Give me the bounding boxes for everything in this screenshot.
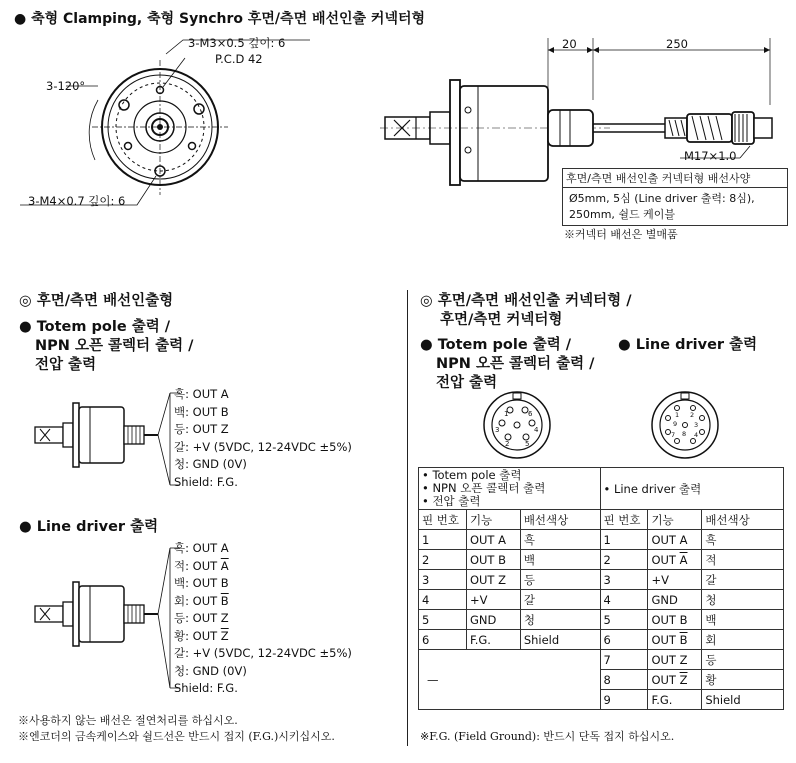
wire-signal: OUT B <box>192 576 229 590</box>
col-function: 기능 <box>466 510 520 530</box>
wire-item <box>174 610 352 628</box>
wire-item <box>174 663 352 681</box>
svg-text:2: 2 <box>690 411 695 419</box>
wire-item <box>174 593 352 611</box>
wire-item <box>174 421 352 439</box>
front-hole1-label: 3-M3×0.5 깊이: 6 <box>188 36 286 50</box>
table-cell: 청 <box>520 610 600 630</box>
table-cell: F.G. <box>648 690 702 710</box>
table-cell: Shield <box>702 690 784 710</box>
table-cell: OUT A <box>466 530 520 550</box>
wire-item <box>174 575 352 593</box>
wire-color-label: 흑: <box>174 541 193 555</box>
wire-signal: Shield: F.G. <box>174 474 238 489</box>
table-row <box>419 630 784 650</box>
table-cell: 6 <box>600 630 648 650</box>
column-divider <box>407 290 408 746</box>
col-pin-number: 핀 번호 <box>600 510 648 530</box>
left-note-1: ※사용하지 않는 배선은 절연처리를 하십시오. <box>18 714 238 727</box>
left-sub2-title: ● Line driver 출력 <box>19 519 159 535</box>
table-cell: 8 <box>600 670 648 690</box>
wire-list-totem <box>174 386 352 491</box>
svg-text:4: 4 <box>534 426 539 434</box>
table-empty-cell: — <box>419 650 601 710</box>
wire-signal: GND (0V) <box>192 457 247 471</box>
table-cell: 등 <box>520 570 600 590</box>
wire-color-label: 백: <box>174 404 193 419</box>
table-cell: 2 <box>600 550 648 570</box>
cable-spec-line1: Ø5mm, 5심 (Line driver 출력: 8심), <box>569 192 755 205</box>
wire-color-label: 백: <box>174 576 193 590</box>
wire-signal: OUT Z <box>192 611 229 625</box>
wire-item <box>174 404 352 422</box>
table-row <box>419 650 784 670</box>
table-cell: 백 <box>520 550 600 570</box>
wire-item <box>174 456 352 474</box>
cable-spec-line2: 250mm, 쉴드 케이블 <box>569 208 676 221</box>
connector-pinout-6pin <box>482 390 552 460</box>
wire-color-label: 등: <box>174 422 193 436</box>
side-connector-thread-label: M17×1.0 <box>684 149 737 163</box>
wire-list-line-driver <box>174 540 352 698</box>
svg-text:2: 2 <box>505 440 510 448</box>
top-section-title: ● 축형 Clamping, 축형 Synchro 후면/측면 배선인출 커넥터형 <box>14 11 426 27</box>
table-row <box>419 530 784 550</box>
table-cell: 청 <box>702 590 784 610</box>
side-dim-250: 250 <box>666 37 688 51</box>
wire-color-label: 청: <box>174 457 193 471</box>
encoder-wire-drawing-1 <box>30 385 190 495</box>
wire-item <box>174 540 352 558</box>
wire-item <box>174 645 352 663</box>
table-cell: GND <box>466 610 520 630</box>
table-cell: 1 <box>419 530 467 550</box>
col-wire-color: 배선색상 <box>702 510 784 530</box>
wire-signal: OUT <box>192 558 221 573</box>
right-note: ※F.G. (Field Ground): 반드시 단독 접지 하십시오. <box>420 730 675 743</box>
table-cell: 등 <box>702 650 784 670</box>
table-cell: 1 <box>600 530 648 550</box>
table-cell: 갈 <box>520 590 600 610</box>
wire-signal: GND (0V) <box>192 663 247 678</box>
table-cell: OUT B <box>466 550 520 570</box>
table-cell: OUT $\overline{Z}$ <box>648 670 702 690</box>
wire-signal: +V (5VDC, 12-24VDC ±5%) <box>192 646 352 660</box>
wire-signal: OUT A <box>192 541 229 555</box>
encoder-wire-drawing-2 <box>30 540 190 700</box>
table-cell: 6 <box>419 630 467 650</box>
svg-text:4: 4 <box>694 431 699 439</box>
table-row <box>419 550 784 570</box>
col-wire-color: 배선색상 <box>520 510 600 530</box>
table-cell: 2 <box>419 550 467 570</box>
front-angle-label: 3-120° <box>46 79 86 93</box>
table-cell: 회 <box>702 630 784 650</box>
front-hole2-label: 3-M4×0.7 깊이: 6 <box>28 194 126 208</box>
svg-text:7: 7 <box>671 431 676 439</box>
table-cell: 흑 <box>520 530 600 550</box>
right-section-title: ◎ 후면/측면 배선인출 커넥터형 / 후면/측면 커넥터형 <box>420 293 632 328</box>
table-cell: 3 <box>600 570 648 590</box>
svg-text:3: 3 <box>495 426 500 434</box>
right-sub2-title: ● Line driver 출력 <box>618 337 758 353</box>
table-row <box>419 570 784 590</box>
connector-sold-separately-note: ※커넥터 배선은 별매품 <box>564 228 678 241</box>
wire-color-label: 흑: <box>174 387 193 401</box>
wire-signal-inverted: $\overline{B}$ <box>220 593 229 608</box>
table-row <box>419 610 784 630</box>
right-sub1-title: ● Totem pole 출력 / NPN 오픈 콜렉터 출력 / 전압 출력 <box>420 337 595 391</box>
wire-signal: Shield: F.G. <box>174 681 238 695</box>
svg-text:8: 8 <box>682 430 687 438</box>
left-note-2: ※엔코더의 금속케이스와 쉴드선은 반드시 접지 (F.G.)시키십시오. <box>18 730 335 743</box>
connector-pinout-9pin <box>650 390 720 460</box>
left-section-title: ◎ 후면/측면 배선인출형 <box>19 293 174 309</box>
table-cell: OUT Z <box>648 650 702 670</box>
table-cell: +V <box>648 570 702 590</box>
table-cell: 흑 <box>702 530 784 550</box>
table-cell: 4 <box>600 590 648 610</box>
front-pcd-label: P.C.D 42 <box>215 52 263 66</box>
table-cell: 5 <box>600 610 648 630</box>
wire-item <box>174 386 352 404</box>
table-cell: GND <box>648 590 702 610</box>
table-cell: 9 <box>600 690 648 710</box>
wire-color-label: 갈: <box>174 646 193 660</box>
svg-text:1: 1 <box>504 410 509 418</box>
table-cell: OUT Z <box>466 570 520 590</box>
svg-text:1: 1 <box>675 411 680 419</box>
table-cell: 5 <box>419 610 467 630</box>
connector-pin-table <box>418 467 784 710</box>
wire-item <box>174 628 352 646</box>
wire-signal-inverted: $\overline{A}$ <box>220 558 229 573</box>
wire-item <box>174 558 352 576</box>
svg-text:6: 6 <box>528 410 533 418</box>
table-cell: 황 <box>702 670 784 690</box>
table-cell: 백 <box>702 610 784 630</box>
wire-signal: OUT <box>192 628 221 643</box>
table-right-header: • Line driver 출력 <box>600 468 784 510</box>
wire-signal: OUT A <box>192 387 229 401</box>
svg-text:9: 9 <box>673 420 678 428</box>
wire-signal-inverted: $\overline{Z}$ <box>220 628 229 643</box>
table-cell: OUT $\overline{B}$ <box>648 630 702 650</box>
wire-color-label: 갈: <box>174 439 193 454</box>
table-cell: OUT $\overline{A}$ <box>648 550 702 570</box>
cable-spec-box <box>562 168 788 226</box>
table-left-header: • Totem pole 출력 • NPN 오픈 콜렉터 출력 • 전압 출력 <box>419 468 601 510</box>
cable-spec-title: 후면/측면 배선인출 커넥터형 배선사양 <box>563 169 787 188</box>
col-function: 기능 <box>648 510 702 530</box>
wire-signal: OUT B <box>192 404 229 419</box>
table-cell: 3 <box>419 570 467 590</box>
wire-color-label: 회: <box>174 593 193 608</box>
table-cell: 적 <box>702 550 784 570</box>
wire-color-label: 황: <box>174 628 193 643</box>
wire-signal: +V (5VDC, 12-24VDC ±5%) <box>192 439 352 454</box>
col-pin-number: 핀 번호 <box>419 510 467 530</box>
wire-color-label: 적: <box>174 558 193 573</box>
svg-text:5: 5 <box>525 440 530 448</box>
table-cell: 갈 <box>702 570 784 590</box>
left-sub1-title: ● Totem pole 출력 / NPN 오픈 콜렉터 출력 / 전압 출력 <box>19 319 194 373</box>
wire-item <box>174 439 352 457</box>
wire-signal: OUT Z <box>192 422 229 436</box>
wire-color-label: 청: <box>174 663 193 678</box>
table-cell: OUT B <box>648 610 702 630</box>
table-cell: OUT A <box>648 530 702 550</box>
svg-text:3: 3 <box>694 421 699 429</box>
table-cell: +V <box>466 590 520 610</box>
table-cell: 4 <box>419 590 467 610</box>
wire-item <box>174 474 352 492</box>
table-cell: F.G. <box>466 630 520 650</box>
side-dim-20: 20 <box>562 37 577 51</box>
table-cell: 7 <box>600 650 648 670</box>
wire-color-label: 등: <box>174 611 193 625</box>
wire-item <box>174 680 352 698</box>
wire-signal: OUT <box>192 593 221 608</box>
table-cell: Shield <box>520 630 600 650</box>
table-row <box>419 590 784 610</box>
